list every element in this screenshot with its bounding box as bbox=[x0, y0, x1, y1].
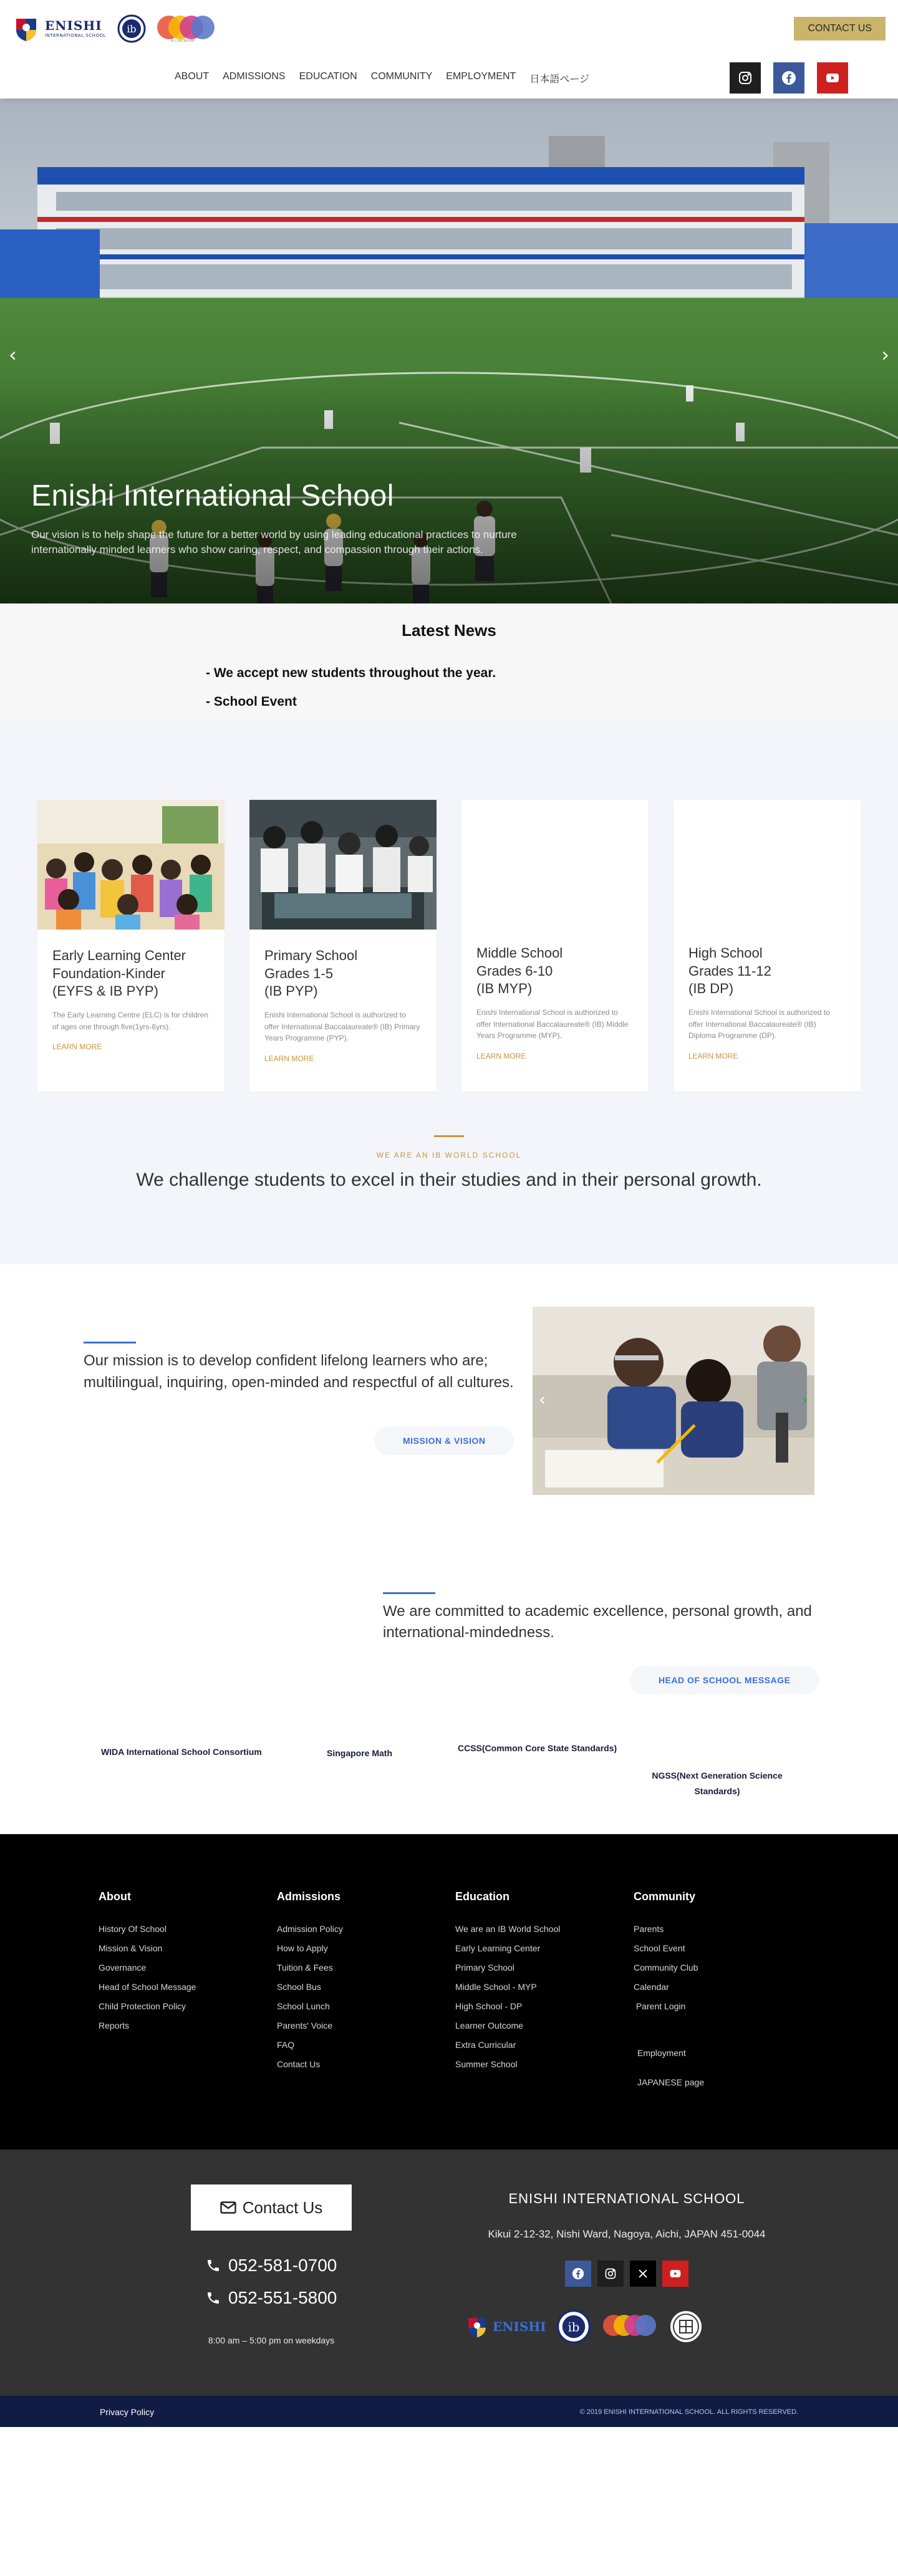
footer-link[interactable]: Reports bbox=[99, 2021, 130, 2031]
hero-prev-arrow[interactable]: ‹ bbox=[9, 343, 17, 367]
card-primary-school bbox=[249, 800, 437, 1092]
footer-link[interactable]: Admission Policy bbox=[277, 1924, 343, 1934]
footer-links bbox=[0, 1834, 898, 2150]
learn-more-link[interactable]: LEARN MORE bbox=[264, 1054, 314, 1063]
phone-number[interactable]: 052-551-5800 bbox=[228, 2288, 337, 2307]
footer-socials bbox=[565, 2261, 688, 2287]
mission-vision-button[interactable]: MISSION & VISION bbox=[374, 1426, 514, 1455]
commitment-section bbox=[0, 1557, 898, 1744]
partner-singapore-math: Singapore Math bbox=[327, 1748, 393, 1758]
partner-ccss: CCSS(Common Core State Standards) bbox=[458, 1743, 617, 1753]
card-description: The Early Learning Centre (ELC) is for children of ages one through five(1yrs-6yrs). bbox=[52, 1011, 209, 1031]
footer-link[interactable]: Head of School Message bbox=[99, 1982, 196, 1992]
card-description: Enishi International School is authorized to offer International Baccalaureate® (IB) Middle Years Programme (MYP). bbox=[476, 1008, 629, 1040]
circle-blue bbox=[191, 16, 215, 39]
instagram-button[interactable] bbox=[730, 62, 761, 94]
mission-section bbox=[0, 1264, 898, 1557]
footer-heading: Education bbox=[455, 1890, 510, 1903]
footer-instagram-button[interactable] bbox=[597, 2261, 624, 2287]
footer-link[interactable]: Contact Us bbox=[277, 2059, 321, 2069]
footer-youtube-button[interactable] bbox=[662, 2261, 688, 2287]
latest-news bbox=[0, 603, 898, 722]
footer-facebook-button[interactable] bbox=[565, 2261, 591, 2287]
nav-japanese-page[interactable]: 日本語ページ bbox=[529, 74, 589, 85]
footer-link[interactable]: Mission & Vision bbox=[99, 1943, 163, 1953]
programs-section bbox=[0, 722, 898, 1264]
footer-link-employment[interactable]: Employment bbox=[637, 2048, 686, 2058]
footer-link[interactable]: Primary School bbox=[455, 1963, 514, 1973]
blue-divider bbox=[383, 1592, 435, 1594]
news-item-new-students[interactable]: - We accept new students throughout the year. bbox=[206, 666, 496, 680]
hero-next-arrow[interactable]: › bbox=[881, 343, 889, 367]
footer-link[interactable]: Calendar bbox=[634, 1982, 669, 1992]
footer-link[interactable]: Child Protection Policy bbox=[99, 2001, 186, 2011]
footer-link[interactable]: School Bus bbox=[277, 1982, 321, 1992]
nav-education[interactable]: EDUCATION bbox=[299, 70, 357, 82]
footer-col-about bbox=[99, 1890, 277, 2092]
nav-community[interactable]: COMMUNITY bbox=[370, 70, 433, 82]
card-early-learning bbox=[37, 800, 224, 1092]
ib-world-school-icon bbox=[556, 2309, 591, 2344]
footer-logo-text: ENISHI bbox=[493, 2319, 546, 2334]
footer-bottom-bar bbox=[0, 2396, 898, 2427]
logo-text bbox=[45, 19, 106, 38]
site-footer bbox=[0, 1834, 898, 2427]
phone-icon bbox=[206, 2290, 221, 2305]
school-crest-icon bbox=[12, 15, 40, 42]
footer-link-japanese[interactable]: JAPANESE page bbox=[637, 2077, 705, 2087]
ib-continuum-logo bbox=[157, 14, 217, 43]
footer-link[interactable]: School Event bbox=[634, 1943, 685, 1953]
footer-school-name: ENISHI INTERNATIONAL SCHOOL bbox=[508, 2191, 745, 2206]
partner-wida: WIDA International School Consortium bbox=[101, 1747, 262, 1757]
partner-ngss bbox=[642, 1768, 792, 1799]
footer-link[interactable]: Governance bbox=[99, 1963, 147, 1973]
nav-links bbox=[175, 71, 589, 85]
mission-text: Our mission is to develop confident lifelong learners who are; multilingual, inquiring, open-minded and respectful of all cultures. bbox=[84, 1352, 514, 1391]
footer-heading: Community bbox=[634, 1890, 695, 1903]
footer-col-community bbox=[634, 1890, 812, 2092]
card-title: Early Learning Center Foundation-Kinder (EYFS & IB PYP) bbox=[52, 948, 186, 999]
accreditation-seal-icon bbox=[669, 2309, 703, 2344]
svg-text:ib: ib bbox=[127, 23, 137, 35]
learn-more-link[interactable]: LEARN MORE bbox=[476, 1051, 526, 1060]
x-twitter-icon bbox=[637, 2267, 649, 2280]
footer-link[interactable]: Middle School - MYP bbox=[455, 1982, 537, 1992]
hero-title: Enishi International School bbox=[31, 479, 394, 512]
footer-address: Kikui 2-12-32, Nishi Ward, Nagoya, Aichi, JAPAN 451-0044 bbox=[488, 2228, 766, 2240]
nav-about[interactable]: ABOUT bbox=[175, 70, 210, 82]
hero-subtitle: Our vision is to help shape the future for a better world by using leading educational practices to nurture internationally minded learners who show caring, respect, and compassion through their actions. bbox=[31, 529, 517, 555]
contact-us-button[interactable]: CONTACT US bbox=[794, 17, 886, 41]
card-description: Enishi International School is authorized to offer International Baccalaureate® (IB) Primary Years Programme (PYP). bbox=[264, 1011, 420, 1043]
footer-col-admissions bbox=[277, 1890, 455, 2092]
primary-school-photo bbox=[249, 800, 437, 930]
mission-photo-slider bbox=[533, 1307, 814, 1495]
circles-caption: IB CONTINUUM bbox=[170, 39, 195, 43]
top-bar bbox=[0, 0, 898, 57]
card-body bbox=[461, 930, 649, 1061]
youtube-icon bbox=[825, 70, 840, 85]
copyright-text: © 2019 ENISHI INTERNATIONAL SCHOOL. ALL RIGHTS RESERVED. bbox=[579, 2408, 798, 2416]
facebook-button[interactable] bbox=[773, 62, 804, 94]
footer-link[interactable]: Summer School bbox=[455, 2059, 518, 2069]
facebook-icon bbox=[781, 70, 796, 85]
footer-contact-button[interactable] bbox=[191, 2184, 352, 2231]
card-title: Primary School Grades 1-5 (IB PYP) bbox=[264, 948, 358, 999]
footer-col-education bbox=[455, 1890, 634, 2092]
envelope-icon bbox=[220, 2201, 236, 2214]
ib-tagline: WE ARE AN IB WORLD SCHOOL bbox=[376, 1151, 522, 1160]
card-body bbox=[674, 930, 861, 1061]
footer-link[interactable]: High School - DP bbox=[455, 2001, 523, 2011]
youtube-icon bbox=[669, 2267, 682, 2280]
footer-link[interactable]: Extra Curricular bbox=[455, 2040, 516, 2050]
school-crest-icon bbox=[465, 2315, 489, 2338]
footer-enishi-logo bbox=[465, 2315, 546, 2338]
logo-main-text: ENISHI bbox=[45, 18, 102, 33]
commitment-text: We are committed to academic excellence, personal growth, and international-mindedness. bbox=[383, 1603, 812, 1641]
footer-link[interactable]: Early Learning Center bbox=[455, 1943, 541, 1953]
footer-heading: About bbox=[99, 1890, 131, 1903]
nav-employment[interactable]: EMPLOYMENT bbox=[446, 70, 516, 82]
svg-text:ib: ib bbox=[567, 2320, 579, 2335]
footer-link[interactable]: We are an IB World School bbox=[455, 1924, 561, 1934]
site-header bbox=[0, 0, 898, 99]
early-learning-photo bbox=[37, 800, 224, 930]
office-hours: 8:00 am – 5:00 pm on weekdays bbox=[208, 2335, 335, 2345]
footer-link[interactable]: School Lunch bbox=[277, 2001, 330, 2011]
enishi-logo[interactable] bbox=[12, 15, 106, 42]
footer-link[interactable]: Parent Login bbox=[634, 2001, 686, 2011]
header-socials bbox=[730, 62, 848, 94]
ib-world-school-block bbox=[37, 1135, 861, 1191]
footer-contact bbox=[0, 2150, 898, 2396]
footer-link[interactable]: Parents' Voice bbox=[277, 2021, 333, 2031]
footer-heading: Admissions bbox=[277, 1890, 341, 1903]
blue-divider bbox=[84, 1342, 136, 1343]
learn-more-link[interactable]: LEARN MORE bbox=[688, 1051, 738, 1060]
gold-divider bbox=[434, 1135, 464, 1137]
footer-x-button[interactable] bbox=[630, 2261, 656, 2287]
news-item-school-event[interactable]: - School Event bbox=[206, 694, 297, 709]
card-title: Middle School Grades 6-10 (IB MYP) bbox=[476, 945, 563, 997]
learn-more-link[interactable]: LEARN MORE bbox=[52, 1042, 102, 1052]
hero-slider bbox=[0, 99, 898, 603]
head-of-school-message-button[interactable]: HEAD OF SCHOOL MESSAGE bbox=[630, 1666, 819, 1694]
partners-section bbox=[0, 1744, 898, 1834]
phone-icon bbox=[206, 2258, 221, 2273]
footer-link[interactable]: Parents bbox=[634, 1924, 664, 1934]
card-body bbox=[37, 932, 224, 1052]
program-cards bbox=[37, 800, 861, 1092]
card-title: High School Grades 11-12 (IB DP) bbox=[688, 945, 771, 997]
footer-link[interactable]: FAQ bbox=[277, 2040, 295, 2050]
slider-prev-icon[interactable]: ‹ bbox=[539, 1389, 546, 1410]
card-body bbox=[249, 932, 437, 1064]
footer-link[interactable]: How to Apply bbox=[277, 1943, 328, 1953]
instagram-icon bbox=[738, 70, 753, 85]
footer-link[interactable]: History Of School bbox=[99, 1924, 167, 1934]
ib-continuum-icon bbox=[601, 2313, 659, 2340]
card-high-school bbox=[674, 800, 861, 1092]
footer-link[interactable]: Learner Outcome bbox=[455, 2021, 523, 2031]
card-description: Enishi International School is authorized to offer International Baccalaureate® (IB) Diploma Programme (DP). bbox=[688, 1008, 830, 1040]
news-heading: Latest News bbox=[402, 621, 496, 640]
footer-contact-label: Contact Us bbox=[242, 2198, 323, 2217]
phone-primary bbox=[206, 2256, 337, 2276]
footer-logos bbox=[465, 2309, 703, 2344]
card-middle-school bbox=[461, 800, 649, 1092]
ib-world-school-icon bbox=[117, 14, 146, 43]
partner-ngss-line-2: Standards) bbox=[694, 1786, 740, 1797]
youtube-button[interactable] bbox=[817, 62, 848, 94]
phone-number[interactable]: 052-581-0700 bbox=[228, 2256, 337, 2275]
footer-link[interactable]: Community Club bbox=[634, 1963, 698, 1973]
nav-admissions[interactable]: ADMISSIONS bbox=[223, 70, 286, 82]
facebook-icon bbox=[572, 2267, 584, 2280]
footer-columns bbox=[0, 1890, 898, 2092]
slider-next-icon[interactable]: › bbox=[801, 1389, 808, 1410]
logo-group bbox=[12, 14, 217, 43]
privacy-policy-link[interactable]: Privacy Policy bbox=[100, 2407, 155, 2417]
main-nav bbox=[0, 57, 898, 99]
phone-secondary bbox=[206, 2288, 337, 2308]
students-studying-photo bbox=[533, 1307, 814, 1495]
logo-sub-text: INTERNATIONAL SCHOOL bbox=[45, 33, 106, 38]
middle-school-image-placeholder bbox=[461, 800, 649, 930]
ib-headline: We challenge students to excel in their studies and in their personal growth. bbox=[136, 1170, 762, 1190]
partner-ngss-line-1: NGSS(Next Generation Science bbox=[652, 1771, 783, 1781]
high-school-image-placeholder bbox=[674, 800, 861, 930]
footer-link[interactable]: Tuition & Fees bbox=[277, 1963, 333, 1973]
instagram-icon bbox=[604, 2267, 617, 2280]
